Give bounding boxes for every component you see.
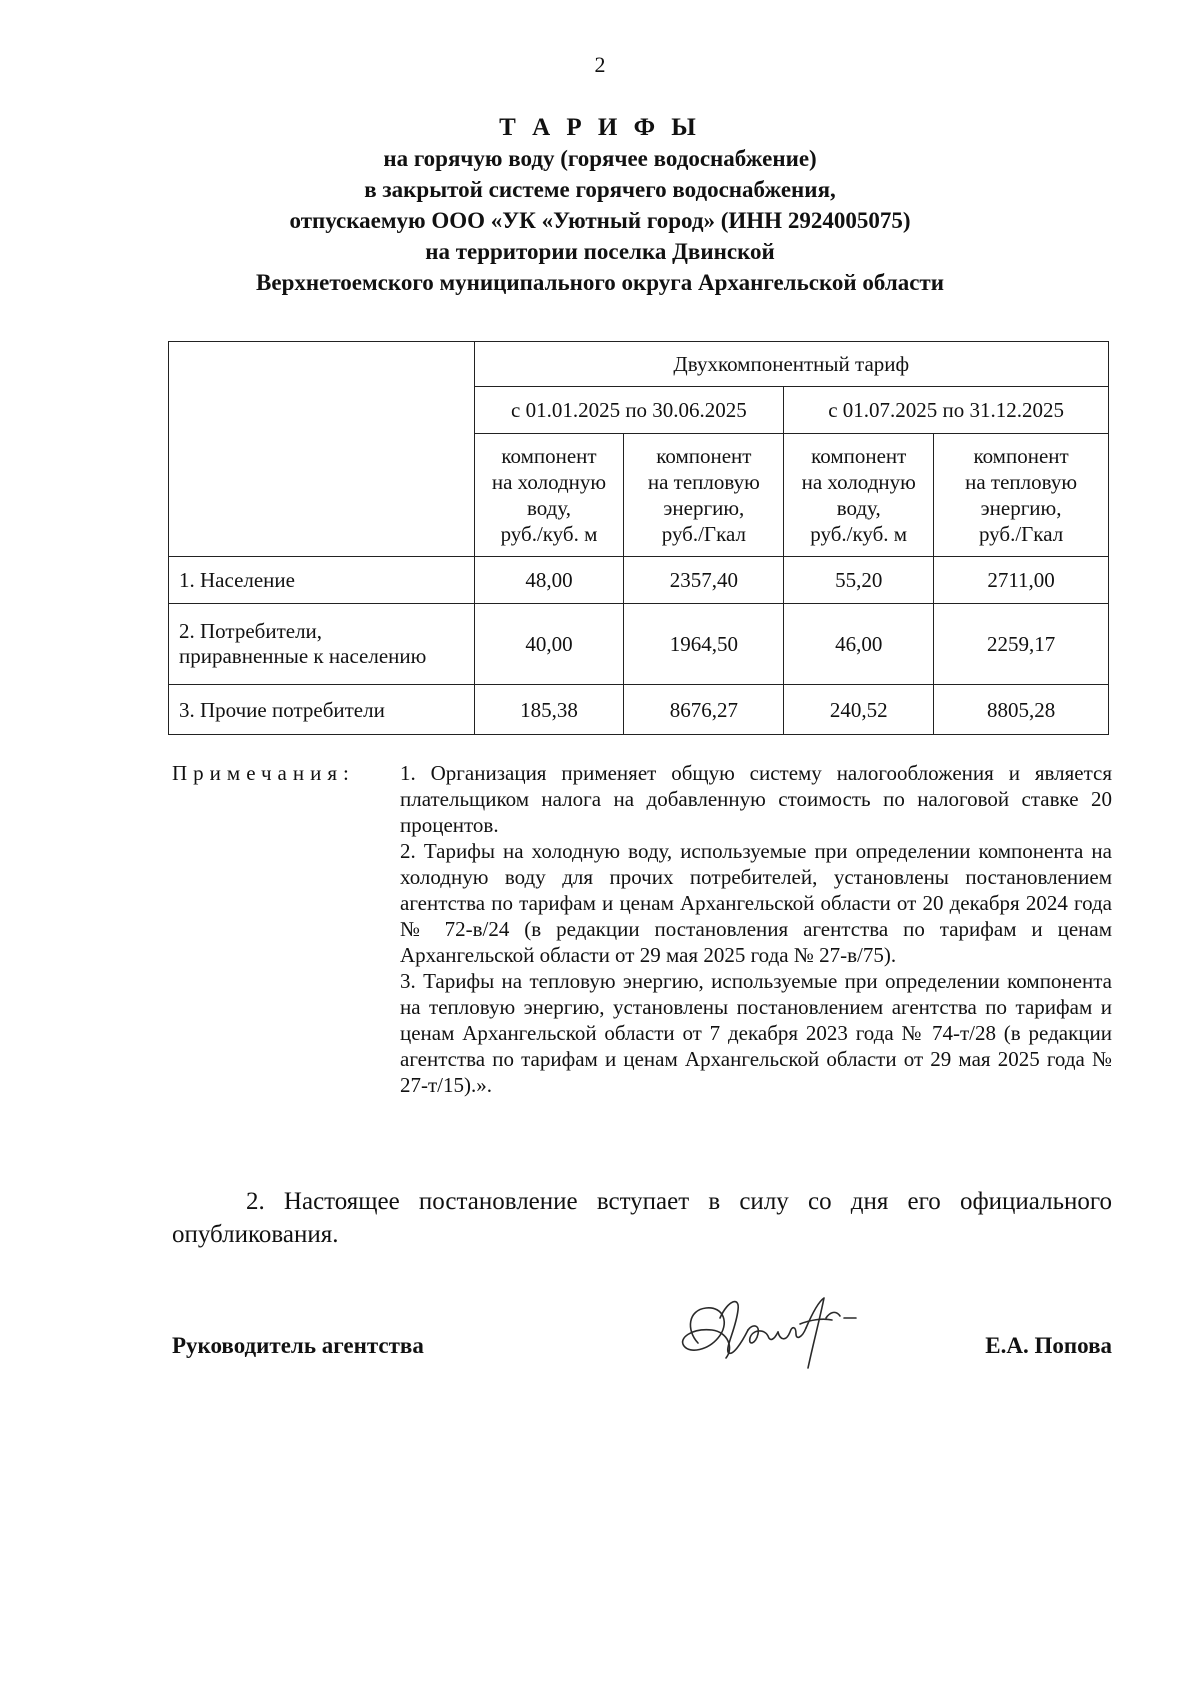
table-row xyxy=(169,557,1109,604)
tariff-table xyxy=(168,341,1109,735)
title-main: Т А Р И Ф Ы xyxy=(499,114,701,141)
table-cell: 2711,00 xyxy=(934,557,1109,604)
table-cell: 1964,50 xyxy=(624,604,784,685)
table-cell: 48,00 xyxy=(474,557,624,604)
closing-paragraph: 2. Настоящее постановление вступает в силу со дня его официального опубликования. xyxy=(172,1188,1112,1248)
table-row xyxy=(169,685,1109,735)
handwritten-signature xyxy=(668,1288,868,1383)
title-line: на горячую воду (горячее водоснабжение) xyxy=(383,146,817,171)
table-corner-cell xyxy=(169,342,475,557)
title-line: отпускаемую ООО «УК «Уютный город» (ИНН 2924005075) xyxy=(289,208,911,233)
table-cell: 8676,27 xyxy=(624,685,784,735)
period-header: с 01.07.2025 по 31.12.2025 xyxy=(784,387,1109,434)
signatory-name: Е.А. Попова xyxy=(985,1333,1112,1358)
title-line: на территории поселка Двинской xyxy=(425,239,775,264)
title-line: в закрытой системе горячего водоснабжения, xyxy=(364,177,836,202)
period-header: с 01.01.2025 по 30.06.2025 xyxy=(474,387,784,434)
row-label: 3. Прочие потребители xyxy=(169,685,475,735)
table-cell: 240,52 xyxy=(784,685,934,735)
document-title xyxy=(0,112,1200,298)
notes-list xyxy=(400,760,1112,1098)
note-item: 3. Тарифы на тепловую энергию, используемые при определении компонента на тепловую энергию, установлены постановлением агентства по тарифам и ценам Архангельской области от 7 декабря 2023 года № 74-т/28 (в редакции агентства по тарифам и ценам Архангельской области от 29 мая 2025 года № 27-т/15).». xyxy=(400,969,1112,1097)
title-line: Верхнетоемского муниципального округа Архангельской области xyxy=(256,270,944,295)
table-cell: 185,38 xyxy=(474,685,624,735)
page-number: 2 xyxy=(594,52,606,77)
note-item: 2. Тарифы на холодную воду, используемые при определении компонента на холодную воду для прочих потребителей, установлены постановлением агентства по тарифам и ценам Архангельской области от 20 декабря 2024 года № 72-в/24 (в редакции постановления агентства по тарифам и ценам Архангельской области от 29 мая 2025 года № 27-в/75). xyxy=(400,839,1112,967)
row-label: 2. Потребители, приравненные к населению xyxy=(169,604,475,685)
notes-label: Примечания: xyxy=(172,761,355,785)
table-cell: 46,00 xyxy=(784,604,934,685)
note-item: 1. Организация применяет общую систему налогообложения и является плательщиком налога на добавленную стоимость по налоговой ставке 20 процентов. xyxy=(400,761,1112,837)
component-header: компонент на тепловую энергию, руб./Гкал xyxy=(934,434,1109,557)
table-cell: 2357,40 xyxy=(624,557,784,604)
component-header: компонент на холодную воду, руб./куб. м xyxy=(474,434,624,557)
row-label: 1. Население xyxy=(169,557,475,604)
table-row xyxy=(169,604,1109,685)
tariff-type-header: Двухкомпонентный тариф xyxy=(474,342,1108,387)
table-cell: 55,20 xyxy=(784,557,934,604)
component-header: компонент на холодную воду, руб./куб. м xyxy=(784,434,934,557)
table-cell: 2259,17 xyxy=(934,604,1109,685)
signatory-position: Руководитель агентства xyxy=(172,1333,424,1358)
table-cell: 40,00 xyxy=(474,604,624,685)
component-header: компонент на тепловую энергию, руб./Гкал xyxy=(624,434,784,557)
table-cell: 8805,28 xyxy=(934,685,1109,735)
